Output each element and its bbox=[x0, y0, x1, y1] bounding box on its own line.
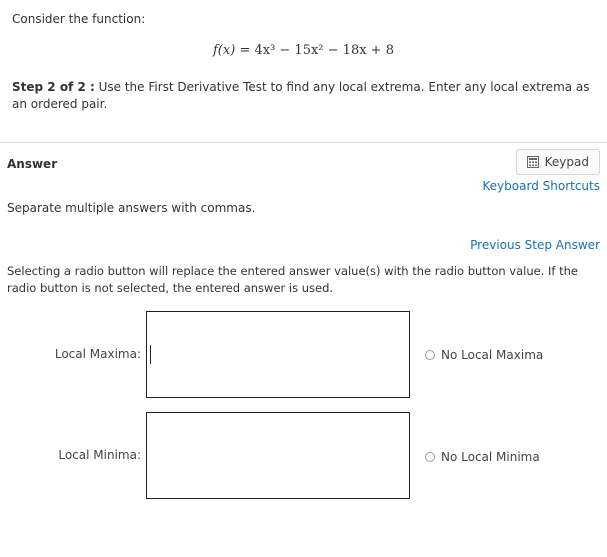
local-minima-input[interactable] bbox=[146, 412, 410, 499]
no-local-maxima-radio[interactable] bbox=[425, 348, 543, 362]
answer-title: Answer bbox=[7, 157, 58, 171]
keypad-label: Keypad bbox=[544, 155, 589, 169]
local-minima-label: Local Minima: bbox=[58, 448, 141, 462]
keypad-button[interactable] bbox=[516, 149, 600, 175]
formula-lhs: f(x) bbox=[213, 43, 236, 58]
separate-answers-note: Separate multiple answers with commas. bbox=[7, 201, 256, 215]
text-cursor bbox=[150, 345, 151, 364]
step-instruction bbox=[12, 79, 592, 113]
no-local-maxima-label: No Local Maxima bbox=[441, 348, 544, 362]
keyboard-shortcuts-link[interactable]: Keyboard Shortcuts bbox=[482, 179, 600, 193]
step-text: Use the First Derivative Test to find any local extrema. Enter any local extrema as an ordered pair. bbox=[12, 80, 590, 111]
radio-circle-icon[interactable] bbox=[425, 350, 435, 360]
no-local-minima-radio[interactable] bbox=[425, 450, 540, 464]
local-maxima-label: Local Maxima: bbox=[54, 347, 141, 361]
section-divider bbox=[0, 142, 607, 143]
radio-button-note: Selecting a radio button will replace the entered answer value(s) with the radio button value. If the radio button is not selected, the entered answer is used. bbox=[7, 264, 578, 295]
keypad-icon bbox=[527, 156, 539, 168]
previous-step-answer-link[interactable]: Previous Step Answer bbox=[470, 238, 600, 252]
formula-rhs: = 4x³ − 15x² − 18x + 8 bbox=[239, 43, 394, 58]
no-local-minima-label: No Local Minima bbox=[441, 450, 540, 464]
radio-circle-icon[interactable] bbox=[425, 452, 435, 462]
function-formula bbox=[0, 43, 607, 58]
step-label: Step 2 of 2 : bbox=[12, 80, 95, 94]
intro-text: Consider the function: bbox=[12, 12, 146, 26]
local-maxima-input[interactable] bbox=[146, 311, 410, 398]
